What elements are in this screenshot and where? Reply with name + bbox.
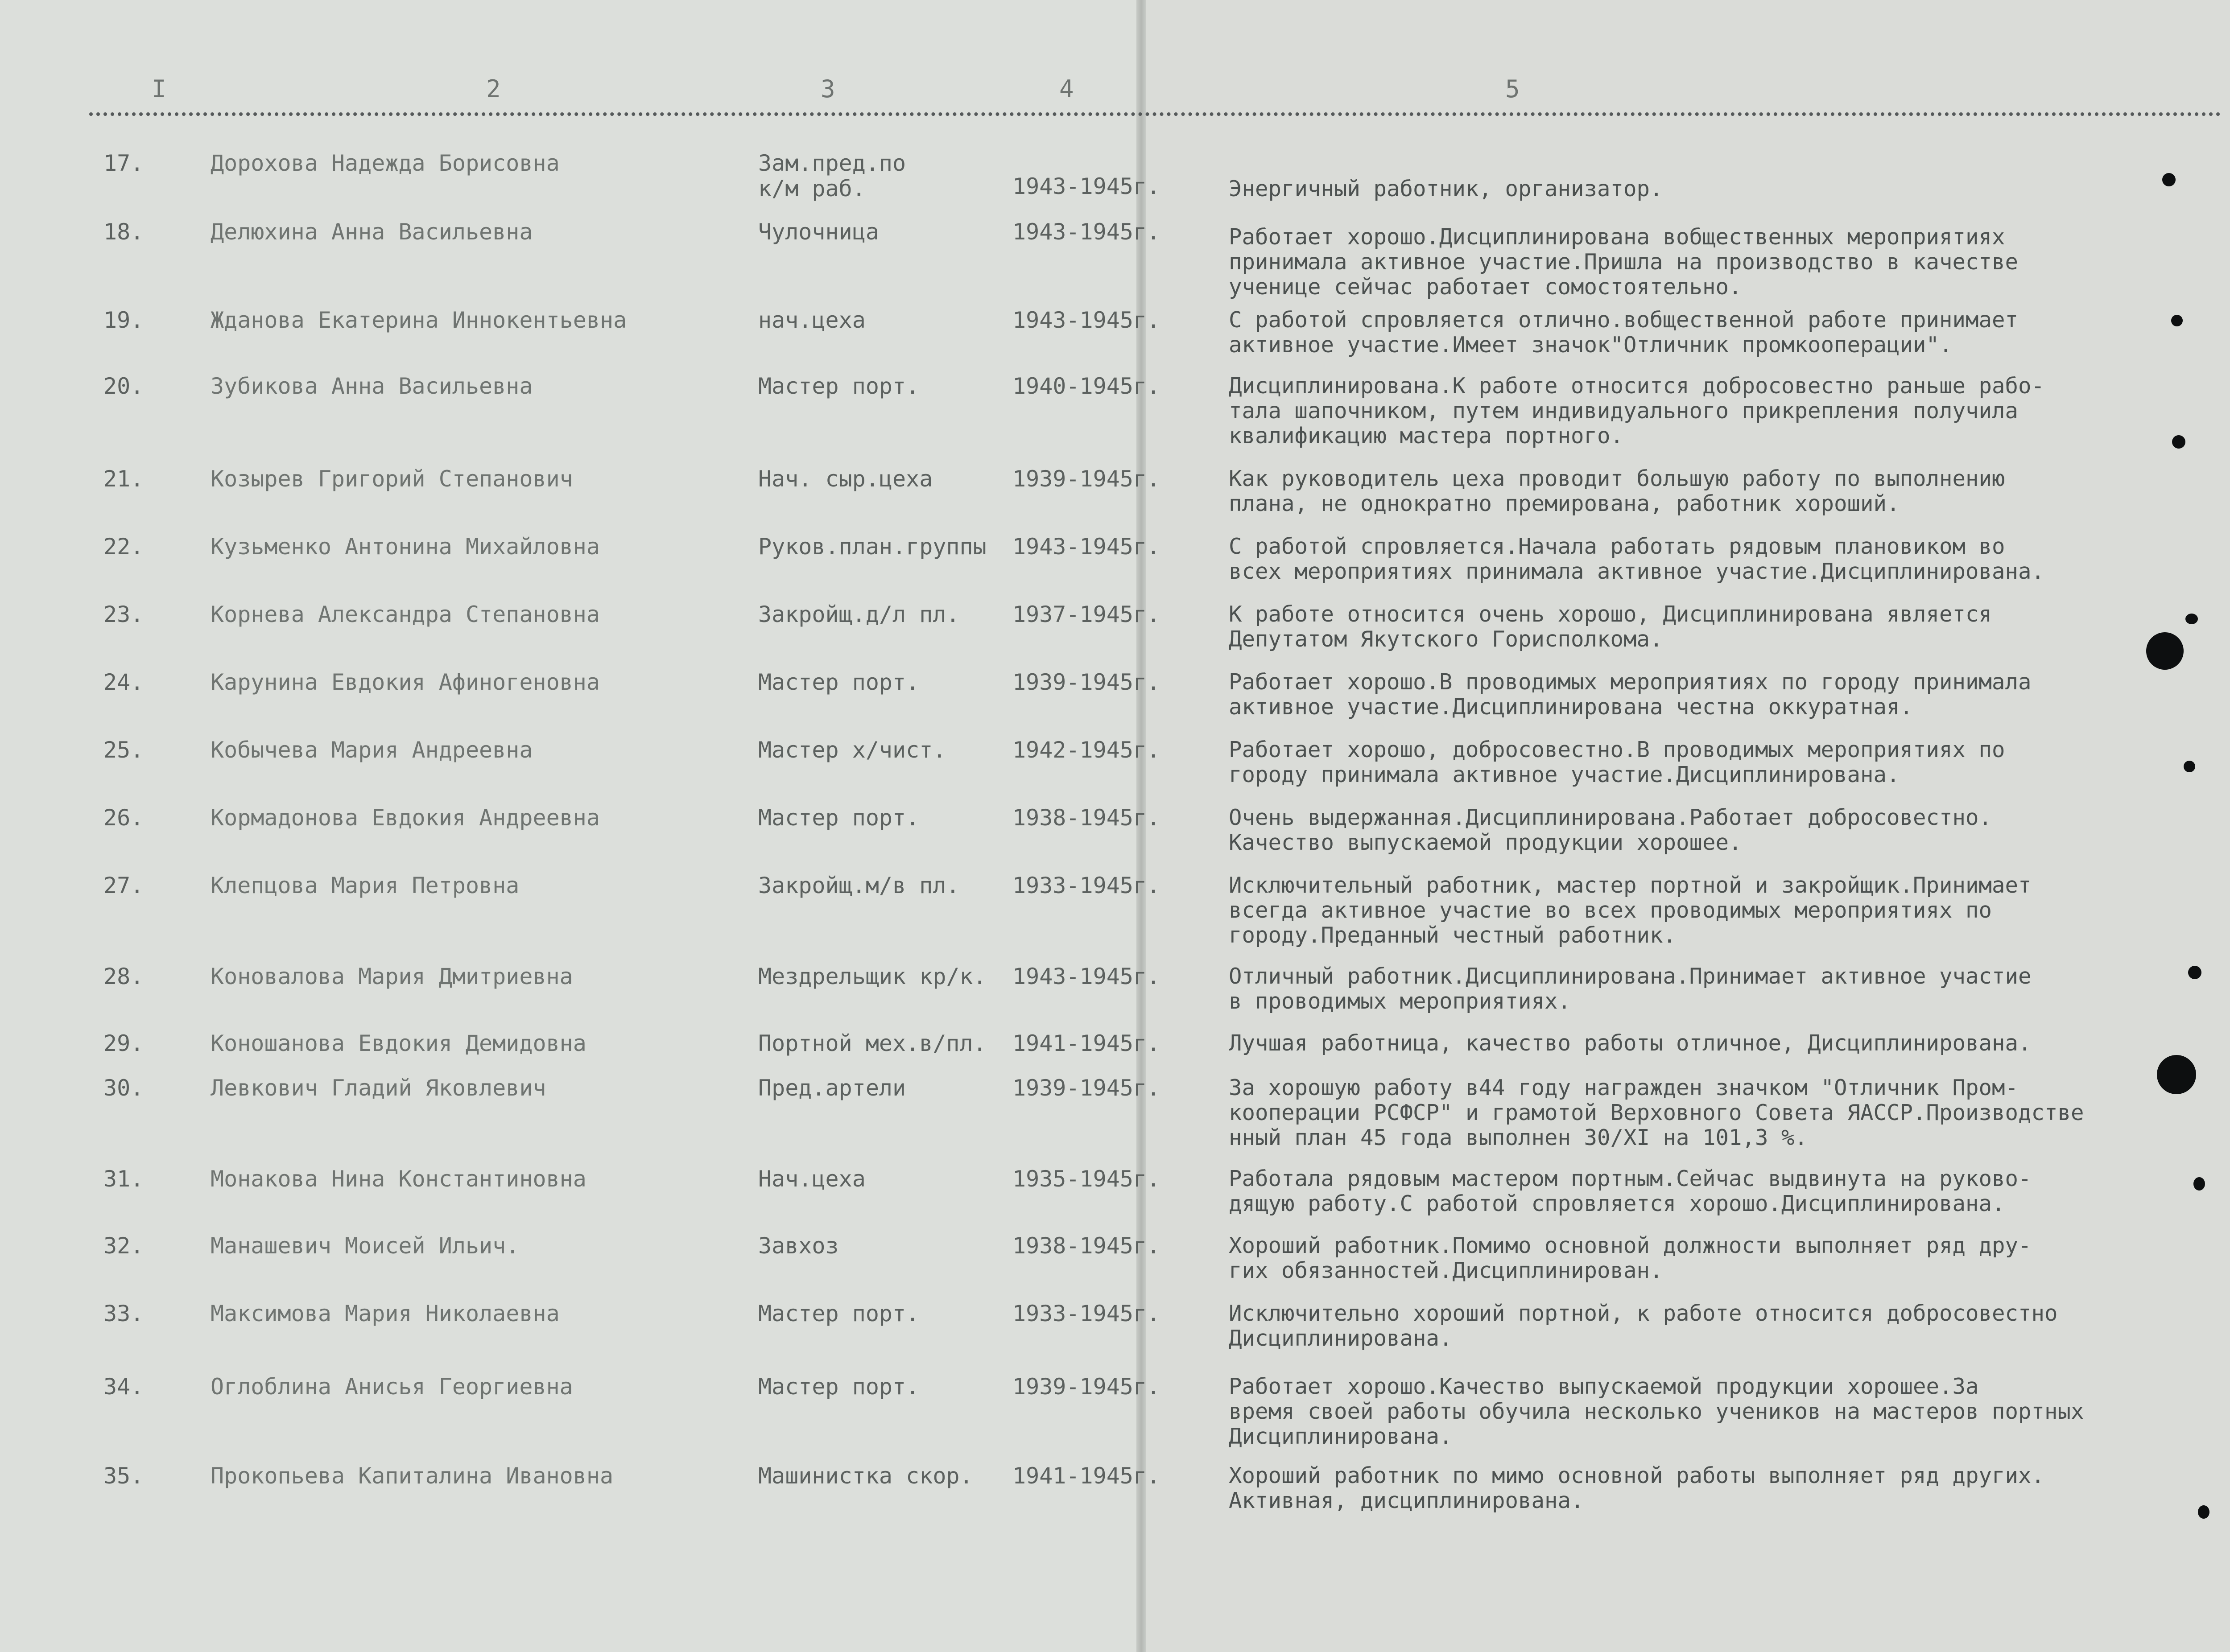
work-years: 1942-1945г.	[1012, 737, 1160, 763]
row-number: 31.	[103, 1166, 144, 1192]
table-row	[0, 670, 2230, 737]
person-position: Зам.пред.по к/м раб.	[758, 151, 906, 202]
column-header-1: I	[152, 75, 166, 103]
row-number: 21.	[103, 466, 144, 492]
person-name: Монакова Нина Константиновна	[211, 1166, 586, 1192]
person-description: Работает хорошо.В проводимых мероприятиях по городу принимала активное участие.Дисциплинирована честна оккуратная.	[1229, 669, 2032, 720]
person-name: Коновалова Мария Дмитриевна	[211, 964, 573, 989]
work-years: 1941-1945г.	[1012, 1030, 1160, 1056]
table-row	[0, 151, 2230, 218]
person-position: Пред.артели	[758, 1075, 906, 1101]
person-name: Карунина Евдокия Афиногеновна	[211, 669, 600, 695]
table-row	[0, 219, 2230, 300]
work-years: 1939-1945г.	[1012, 1075, 1160, 1101]
table-row	[0, 534, 2230, 601]
work-years: 1943-1945г.	[1012, 219, 1160, 245]
person-name: Кормадонова Евдокия Андреевна	[211, 805, 600, 831]
work-years: 1937-1945г.	[1012, 601, 1160, 627]
person-description: Исключительно хороший портной, к работе относится добросовестно Дисциплинирована.	[1229, 1301, 2058, 1351]
work-years: 1943-1945г.	[1012, 534, 1160, 560]
person-name: Манашевич Моисей Ильич.	[211, 1233, 520, 1259]
person-description: Как руководитель цеха проводит большую работу по выполнению плана, не однократно премирована, работник хороший.	[1229, 466, 2005, 516]
person-position: Мастер порт.	[758, 670, 920, 695]
table-row	[0, 602, 2230, 669]
person-name: Оглоблина Анисья Георгиевна	[211, 1374, 573, 1400]
punch-hole	[2157, 1055, 2196, 1094]
person-position: Закройщ.м/в пл.	[758, 873, 960, 898]
work-years: 1941-1945г.	[1012, 1463, 1160, 1489]
person-description: Хороший работник.Помимо основной должности выполняет ряд дру- гих обязанностей.Дисциплинирован.	[1229, 1233, 2032, 1283]
person-description: Хороший работник по мимо основной работы выполняет ряд других. Активная, дисциплинирована.	[1229, 1463, 2045, 1513]
row-number: 27.	[103, 873, 144, 898]
ink-speck	[2198, 1505, 2209, 1519]
row-number: 17.	[103, 150, 144, 176]
ink-speck	[2193, 1177, 2205, 1191]
column-header-2: 2	[486, 75, 501, 103]
person-position: Чулочница	[758, 219, 879, 245]
table-row	[0, 805, 2230, 872]
row-number: 33.	[103, 1301, 144, 1327]
person-name: Максимова Мария Николаевна	[211, 1301, 560, 1327]
row-number: 24.	[103, 669, 144, 695]
person-position: Нач.цеха	[758, 1166, 866, 1192]
table-row	[0, 873, 2230, 948]
person-description: За хорошую работу в44 году награжден значком "Отличник Пром- кооперации РСФСР" и грамотой Верховного Совета ЯАССР.Производстве нный план 45 года выполнен 30/XI на 101,3 %.	[1229, 1075, 2084, 1150]
person-description: К работе относится очень хорошо, Дисциплинирована является Депутатом Якутского Горисполкома.	[1229, 601, 1992, 652]
work-years: 1938-1945г.	[1012, 805, 1160, 831]
person-name: Зубикова Анна Васильевна	[211, 373, 533, 399]
work-years: 1935-1945г.	[1012, 1166, 1160, 1192]
row-number: 29.	[103, 1030, 144, 1056]
work-years: 1933-1945г.	[1012, 1301, 1160, 1327]
row-number: 30.	[103, 1075, 144, 1101]
person-name: Дорохова Надежда Борисовна	[211, 150, 560, 176]
table-row	[0, 1075, 2230, 1150]
ink-speck	[2162, 173, 2176, 186]
row-number: 35.	[103, 1463, 144, 1489]
ink-speck	[2171, 315, 2183, 326]
table-row	[0, 466, 2230, 533]
table-row	[0, 1166, 2230, 1233]
person-position: Мастер порт.	[758, 1301, 920, 1327]
work-years: 1938-1945г.	[1012, 1233, 1160, 1259]
person-description: Работает хорошо, добросовестно.В проводимых мероприятиях по городу принимала активное участие.Дисциплинирована.	[1229, 737, 2005, 787]
person-position: Портной мех.в/пл.	[758, 1031, 987, 1056]
ink-speck	[2184, 761, 2195, 772]
table-row	[0, 1233, 2230, 1300]
row-number: 34.	[103, 1374, 144, 1400]
row-number: 19.	[103, 307, 144, 333]
ink-speck	[2185, 614, 2198, 624]
person-name: Клепцова Мария Петровна	[211, 873, 520, 898]
person-name: Кобычева Мария Андреевна	[211, 737, 533, 763]
table-row	[0, 308, 2230, 375]
person-position: Мастер порт.	[758, 1374, 920, 1400]
table-row	[0, 737, 2230, 804]
person-description: Работает хорошо.Дисциплинирована вобщественных мероприятиях принимала активное участие.Пришла на производство в качестве ученице сейчас работает сомостоятельно.	[1229, 224, 2019, 300]
person-description: Энергичный работник, организатор.	[1229, 176, 1663, 202]
person-position: Руков.план.группы	[758, 534, 987, 560]
person-description: С работой спровляется.Начала работать рядовым плановиком во всех мероприятиях принимала активное участие.Дисциплинирована.	[1229, 534, 2045, 584]
table-row	[0, 1301, 2230, 1368]
table-row	[0, 373, 2230, 449]
person-position: Нач. сыр.цеха	[758, 466, 933, 492]
person-description: С работой спровляется отлично.вобщественной работе принимает активное участие.Имеет значок"Отличник промкооперации".	[1229, 307, 2019, 358]
person-position: Мастер порт.	[758, 374, 920, 399]
row-number: 28.	[103, 964, 144, 989]
person-name: Кузьменко Антонина Михайловна	[211, 534, 600, 560]
person-description: Отличный работник.Дисциплинирована.Принимает активное участие в проводимых мероприятиях.	[1229, 964, 2032, 1014]
column-header-5: 5	[1505, 75, 1520, 103]
person-position: Мездрельщик кр/к.	[758, 964, 987, 989]
person-position: Закройщ.д/л пл.	[758, 602, 960, 627]
person-description: Дисциплинирована.К работе относится добросовестно раньше рабо- тала шапочником, путем индивидуального прикрепления получила квалификацию мастера портного.	[1229, 373, 2045, 449]
row-number: 18.	[103, 219, 144, 245]
header-rule	[89, 112, 2221, 116]
row-number: 23.	[103, 601, 144, 627]
column-header-4: 4	[1059, 75, 1074, 103]
row-number: 26.	[103, 805, 144, 831]
work-years: 1943-1945г.	[1012, 307, 1160, 333]
work-years: 1933-1945г.	[1012, 873, 1160, 898]
work-years: 1939-1945г.	[1012, 1374, 1160, 1400]
work-years: 1939-1945г.	[1012, 669, 1160, 695]
work-years: 1943-1945г.	[1012, 964, 1160, 989]
column-header-3: 3	[821, 75, 835, 103]
person-position: Завхоз	[758, 1233, 839, 1259]
person-name: Корнева Александра Степановна	[211, 601, 600, 627]
person-description: Исключительный работник, мастер портной и закройщик.Принимает всегда активное участие во всех проводимых мероприятиях по городу.Преданный честный работник.	[1229, 873, 2032, 948]
table-row	[0, 1463, 2230, 1530]
table-row	[0, 1374, 2230, 1449]
person-name: Левкович Гладий Яковлевич	[211, 1075, 546, 1101]
person-description: Очень выдержанная.Дисциплинирована.Работает добросовестно. Качество выпускаемой продукции хорошее.	[1229, 805, 1992, 855]
person-description: Лучшая работница, качество работы отличное, Дисциплинирована.	[1229, 1030, 2032, 1056]
person-name: Козырев Григорий Степанович	[211, 466, 573, 492]
person-description: Работает хорошо.Качество выпускаемой продукции хорошее.За время своей работы обучила несколько учеников на мастеров портных Дисциплинирована.	[1229, 1374, 2084, 1449]
person-name: Коношанова Евдокия Демидовна	[211, 1030, 586, 1056]
person-position: Мастер х/чист.	[758, 737, 946, 763]
punch-hole	[2146, 632, 2184, 670]
ink-speck	[2172, 435, 2185, 449]
person-position: Машинистка скор.	[758, 1463, 973, 1489]
row-number: 32.	[103, 1233, 144, 1259]
work-years: 1939-1945г.	[1012, 466, 1160, 492]
person-position: нач.цеха	[758, 308, 866, 333]
ink-speck	[2188, 966, 2201, 979]
person-name: Делюхина Анна Васильевна	[211, 219, 533, 245]
person-position: Мастер порт.	[758, 805, 920, 831]
row-number: 20.	[103, 373, 144, 399]
row-number: 25.	[103, 737, 144, 763]
work-years: 1943-1945г.	[1012, 173, 1160, 199]
table-row	[0, 964, 2230, 1031]
person-name: Жданова Екатерина Иннокентьевна	[211, 307, 627, 333]
person-name: Прокопьева Капиталина Ивановна	[211, 1463, 614, 1489]
work-years: 1940-1945г.	[1012, 373, 1160, 399]
row-number: 22.	[103, 534, 144, 560]
person-description: Работала рядовым мастером портным.Сейчас выдвинута на руково- дящую работу.С работой спровляется хорошо.Дисциплинирована.	[1229, 1166, 2032, 1216]
